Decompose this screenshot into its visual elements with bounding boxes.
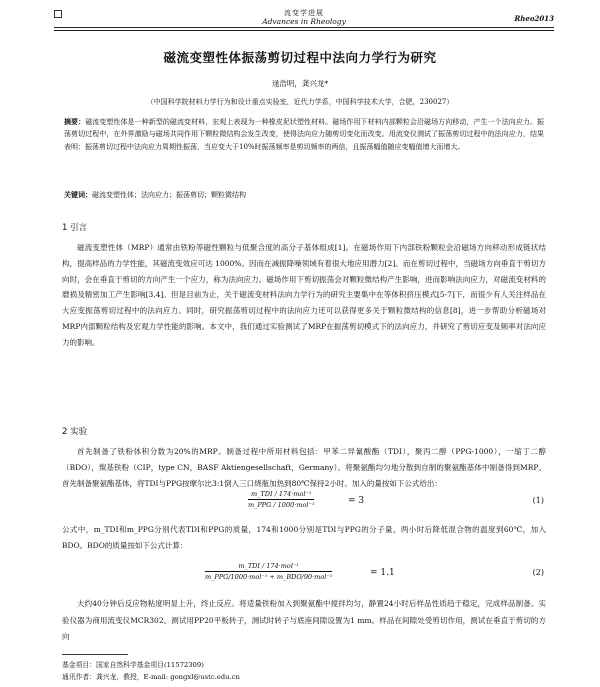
equation-1: [0, 490, 600, 520]
footnote-rule: [62, 654, 128, 655]
eq1-value: = 3: [348, 496, 365, 506]
intro-paragraph: 磁流变塑性体（MRP）通常由铁粉等磁性颗粒与低聚合度的高分子基体组成[1]。在磁场作用下内部铁粉颗粒会沿磁场方向移动形成链状结构，提高样品的力学性能，其磁流变效应可达 1000%。因而在减振降噪领域有着很大地应用潜力[2]。而在剪切过程中，当磁场方向垂直于剪切方向时，会在垂直于剪切的方向产生一个应力，称为法向应力。磁场作用下剪切振荡会对颗粒微结构产生影响，进而影响法向应力，对磁流变材料的磨损及精密加工产生影响[3,4]。但是目前为止，关于磁流变材料法向力学行为的研究主要集中在等体积挤压模式[5-7]下，而很少有人关注样品在大应变振荡剪切过程中的法向应力。同时，研究振荡剪切过程中的法向应力还可以获得更多关于颗粒微结构的信息[8]，进一步帮助分析磁场对MRP内部颗粒结构及宏观力学性能的影响。本文中，我们通过实验测试了MRP在振荡剪切模式下的法向应力，并研究了剪切应变及频率对法向应力的影响。: [62, 243, 546, 347]
eq1-number: (1): [532, 496, 544, 505]
abstract-text: 磁流变塑性体是一种新型的磁流变材料，宏观上表现为一种橡皮泥状塑性材料。磁场作用下材料内部颗粒会沿磁场方向移动，产生一个法向应力。振荡剪切过程中，在外界激励与磁场共同作用下颗粒微结构会发生改变，使得法向应力随剪切变化而改变。用流变仪测试了振荡剪切过程中的法向应力，结果表明：振荡剪切过程中法向应力周期性振荡，当应变大于10%时振荡频率是剪切频率的两倍，且振荡幅值随应变幅值增大而增大。: [64, 118, 545, 151]
authors: 逯浩明，龚兴龙*: [271, 79, 329, 88]
running-header: [54, 8, 554, 30]
sample-prep-paragraph: 大约40分钟后反应物粘度明显上升，终止反应。将适量铁粉加入到聚氨酯中搅拌均匀，静置24小时后样品性质趋于稳定，完成样品制备。实验仪器为商用流变仪MCR302。测试用PP20平板转子，测试时转子与底座间隙设置为1 mm。样品在间隙处受剪切作用，测试在垂直于剪切的方向: [62, 599, 546, 641]
eq2-numerator: m_TDI / 174·mol⁻¹: [205, 562, 332, 572]
eq2-denominator: m_PPG/1000·mol⁻¹ + m_BDO/90·mol⁻¹: [205, 573, 333, 581]
affiliation: （中国科学院材料力学行为和设计重点实验室，近代力学系，中国科学技术大学，合肥，230027）: [146, 98, 454, 106]
eq1-denominator: m_PPG / 1000·mol⁻¹: [248, 501, 315, 509]
header-rule: [54, 27, 554, 28]
eq1-numerator: m_TDI / 174·mol⁻¹: [248, 490, 314, 500]
footnote-fund: 基金项目：国家自然科学基金项目(11572309): [62, 661, 204, 669]
journal-name-en: Advances in Rheology: [262, 17, 346, 26]
equation-explanation: 公式中，m_TDI和m_PPG分别代表TDI和PPG的质量，174和1000分别是TDI与PPG的分子量，两小时后降低混合物的温度到60℃，加入BDO。BDO的质量按如下公式计算：: [62, 525, 546, 550]
eq2-value: = 1.1: [370, 568, 395, 578]
abstract-label: 摘要：: [64, 117, 86, 126]
experiment-paragraph: 首先制备了铁粉体积分数为20%的MRP。制备过程中所用材料包括：甲苯二异氰酸酯（TDI），聚丙二醇（PPG-1000），一缩丁二醇（BDO），羰基铁粉（CIP，type CN，BASF Aktiengesellschaft，Germany）。将聚氨酯均匀地分散到自制的聚氨酯基体中制备得到MRP。首先制备聚氨酯基体，将TDI与PPG按摩尔比3:1倒入三口烧瓶加热到80℃保持2小时。加入的量按如下公式给出：: [62, 447, 546, 488]
paper-title: 磁流变塑性体振荡剪切过程中法向力学行为研究: [163, 50, 437, 65]
keywords-label: 关键词：: [64, 190, 92, 199]
journal-name-cn: 流变学进展: [284, 9, 324, 17]
abstract: [64, 116, 544, 153]
header-right-label: Rheo2013: [514, 14, 554, 23]
keywords-text: 磁流变塑性体；法向应力；振荡剪切；颗粒微结构: [92, 191, 246, 199]
section-heading-experiment: 2 实验: [62, 427, 88, 437]
footnote-contact: 通讯作者：龚兴龙，教授，E-mail: gongxl@ustc.edu.cn: [62, 673, 240, 681]
keywords: [64, 190, 544, 200]
eq2-number: (2): [532, 568, 544, 577]
equation-2: [0, 562, 600, 592]
section-heading-intro: 1 引言: [62, 223, 88, 233]
header-rule-thin: [54, 30, 554, 31]
